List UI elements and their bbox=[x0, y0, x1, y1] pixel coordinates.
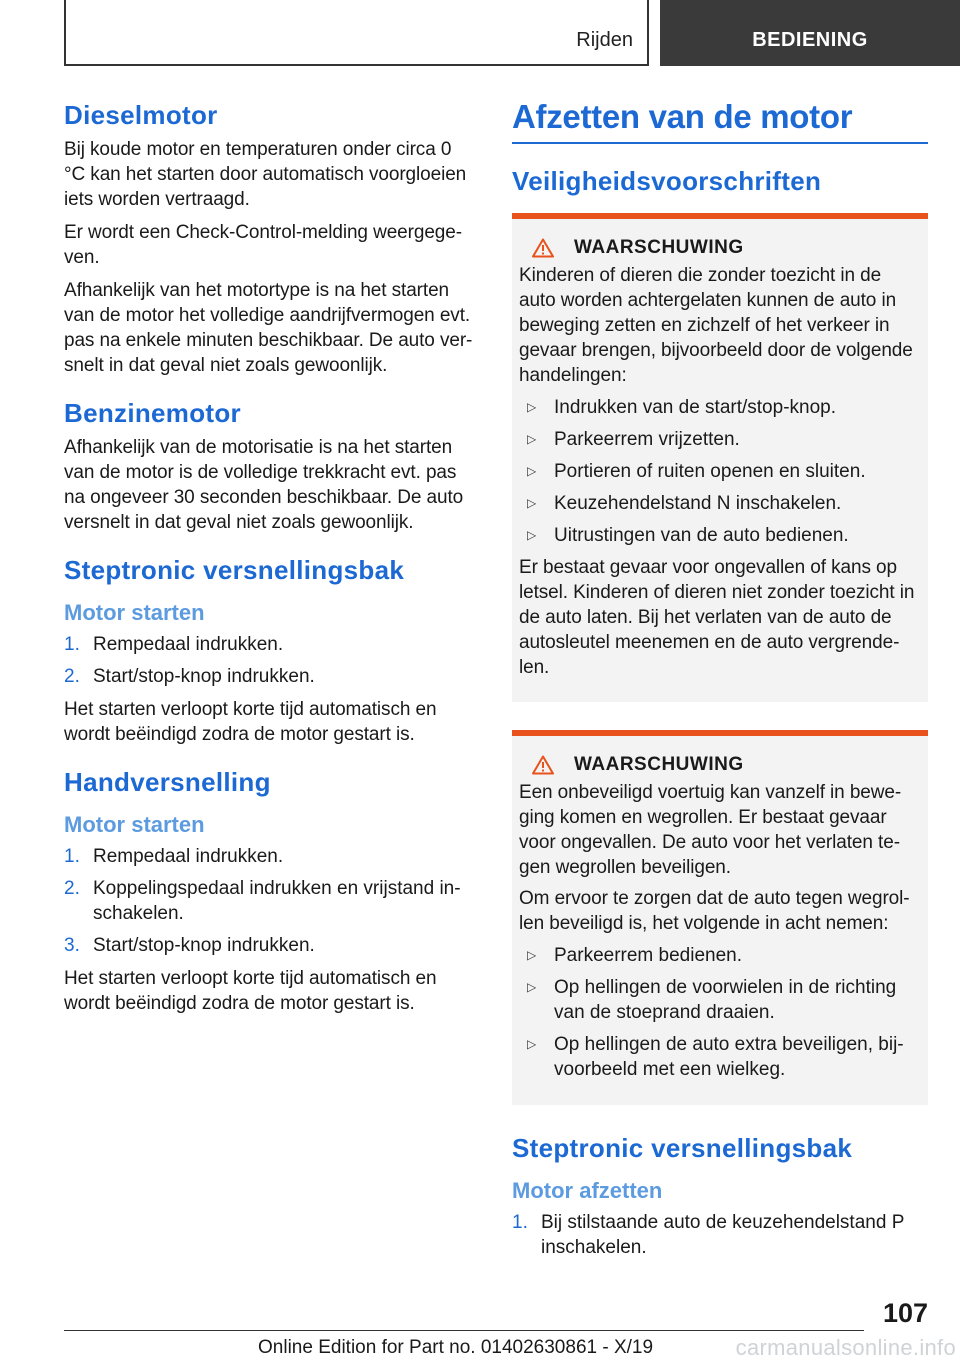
list-item-text: Indrukken van de start/stop-knop. bbox=[554, 397, 836, 418]
triangle-bullet-icon: ▷ bbox=[527, 528, 537, 542]
handversnelling-steps bbox=[64, 844, 476, 958]
header-chapter-tab bbox=[660, 0, 960, 66]
list-item bbox=[64, 876, 476, 926]
header-chapter-title: BEDIENING bbox=[752, 29, 868, 51]
list-item-text: Uitrustingen van de auto bedienen. bbox=[554, 525, 849, 546]
header-frame bbox=[64, 0, 649, 66]
list-item-text: Portieren of ruiten openen en sluiten. bbox=[554, 461, 866, 482]
step-number: 1. bbox=[512, 1212, 528, 1233]
header-section-title: Rijden bbox=[576, 29, 633, 51]
list-item bbox=[64, 632, 476, 657]
diesel-paragraph-2: Er wordt een Check-Control-melding weergegeven. bbox=[64, 222, 463, 268]
step-number: 3. bbox=[64, 935, 80, 956]
list-item bbox=[519, 975, 921, 1025]
step-text: Rempedaal indrukken. bbox=[93, 634, 284, 655]
steptronic-subheading: Motor starten bbox=[64, 600, 205, 625]
diesel-paragraph-3: Afhankelijk van het motortype is na het starten van de motor het volledige aandrijfvermogen evt. pas na enkele minuten beschikbaar. De auto versnelt in dat geval niet zoals gewoonlijk. bbox=[64, 280, 473, 376]
triangle-bullet-icon: ▷ bbox=[527, 432, 537, 446]
diesel-heading: Dieselmotor bbox=[64, 100, 218, 130]
warning-paragraph: Er bestaat gevaar voor ongevallen of kans op letsel. Kinderen of dieren niet zonder toezicht in de auto laten. Bij het verlaten van de auto de autosleutel meenemen en de auto vergrendelen. bbox=[519, 557, 915, 678]
benzine-paragraph: Afhankelijk van de motorisatie is na het starten van de motor is de volledige trekkracht evt. pas na ongeveer 30 seconden beschikbaar. De auto versnelt in dat geval niet zoals gewoonlijk. bbox=[64, 437, 464, 533]
list-item bbox=[519, 491, 921, 516]
list-item-text: Op hellingen de auto extra beveiligen, bijvoorbeeld met een wielkeg. bbox=[554, 1034, 904, 1080]
list-item bbox=[519, 395, 921, 420]
step-text: Koppelingspedaal indrukken en vrijstand inschakelen. bbox=[93, 878, 461, 924]
right-column bbox=[512, 98, 928, 1268]
steptronic-off-subheading: Motor afzetten bbox=[512, 1178, 663, 1203]
list-item bbox=[519, 1032, 921, 1082]
footer-edition: Online Edition for Part no. 01402630861 - X/19 bbox=[258, 1337, 654, 1358]
footer-watermark: carmanualsonline.info bbox=[735, 1335, 956, 1360]
triangle-bullet-icon: ▷ bbox=[527, 496, 537, 510]
page-number: 107 bbox=[882, 1298, 928, 1328]
steptronic-off-heading: Steptronic versnellingsbak bbox=[512, 1133, 853, 1163]
triangle-bullet-icon: ▷ bbox=[527, 948, 537, 962]
warning-title bbox=[519, 237, 921, 259]
handversnelling-subheading: Motor starten bbox=[64, 812, 205, 837]
main-title: Afzetten van de motor bbox=[512, 98, 928, 144]
handversnelling-heading: Handversnelling bbox=[64, 767, 271, 797]
footer-divider bbox=[64, 1330, 864, 1331]
triangle-bullet-icon: ▷ bbox=[527, 400, 537, 414]
step-number: 1. bbox=[64, 846, 80, 867]
step-text: Bij stilstaande auto de keuzehendelstand P inschakelen. bbox=[541, 1212, 905, 1258]
list-item bbox=[64, 664, 476, 689]
triangle-bullet-icon: ▷ bbox=[527, 1037, 537, 1051]
warning-paragraph: Kinderen of dieren die zonder toezicht in de auto worden achtergelaten kunnen de auto in beweging zetten en zichzelf of het verkeer in gevaar brengen, bijvoorbeeld door de volgende handelingen: bbox=[519, 265, 913, 386]
steptronic-paragraph: Het starten verloopt korte tijd automatisch en wordt beëindigd zodra de motor gestart is. bbox=[64, 699, 437, 745]
list-item bbox=[519, 523, 921, 548]
benzine-heading: Benzinemotor bbox=[64, 398, 241, 428]
list-item-text: Keuzehendelstand N inschakelen. bbox=[554, 493, 842, 514]
list-item-text: Parkeerrem vrijzetten. bbox=[554, 429, 740, 450]
warning-list bbox=[519, 395, 921, 548]
warning-list bbox=[519, 943, 921, 1082]
warning-triangle-icon bbox=[532, 755, 554, 775]
triangle-bullet-icon: ▷ bbox=[527, 980, 537, 994]
warning-title-text: WAARSCHUWING bbox=[574, 237, 744, 258]
step-number: 1. bbox=[64, 634, 80, 655]
list-item bbox=[64, 844, 476, 869]
list-item bbox=[519, 427, 921, 452]
left-column bbox=[64, 98, 476, 1024]
list-item-text: Parkeerrem bedienen. bbox=[554, 945, 742, 966]
list-item bbox=[512, 1210, 928, 1260]
list-item bbox=[519, 943, 921, 968]
warning-triangle-icon bbox=[532, 238, 554, 258]
warning-box-1 bbox=[512, 213, 928, 702]
warning-paragraph: Om ervoor te zorgen dat de auto tegen wegrollen beveiligd is, het volgende in acht nemen: bbox=[519, 888, 910, 934]
list-item bbox=[519, 459, 921, 484]
list-item-text: Op hellingen de voorwielen in de richting van de stoeprand draaien. bbox=[554, 977, 897, 1023]
step-number: 2. bbox=[64, 666, 80, 687]
warning-box-2 bbox=[512, 730, 928, 1105]
step-text: Start/stop-knop indrukken. bbox=[93, 935, 315, 956]
diesel-paragraph-1: Bij koude motor en temperaturen onder circa 0 °C kan het starten door automatisch voorgloeien iets worden vertraagd. bbox=[64, 139, 467, 210]
step-text: Start/stop-knop indrukken. bbox=[93, 666, 315, 687]
triangle-bullet-icon: ▷ bbox=[527, 464, 537, 478]
steptronic-steps bbox=[64, 632, 476, 689]
step-number: 2. bbox=[64, 878, 80, 899]
steptronic-off-steps bbox=[512, 1210, 928, 1260]
warning-paragraph: Een onbeveiligd voertuig kan vanzelf in beweging komen en wegrollen. Er bestaat gevaar voor ongevallen. De auto voor het verlaten tegen wegrollen beveiligen. bbox=[519, 782, 902, 878]
warning-title bbox=[519, 754, 921, 776]
warning-title-text: WAARSCHUWING bbox=[574, 754, 744, 775]
steptronic-heading: Steptronic versnellingsbak bbox=[64, 555, 405, 585]
handversnelling-paragraph: Het starten verloopt korte tijd automatisch en wordt beëindigd zodra de motor gestart is. bbox=[64, 968, 437, 1014]
step-text: Rempedaal indrukken. bbox=[93, 846, 284, 867]
list-item bbox=[64, 933, 476, 958]
safety-heading: Veiligheidsvoorschriften bbox=[512, 166, 822, 196]
